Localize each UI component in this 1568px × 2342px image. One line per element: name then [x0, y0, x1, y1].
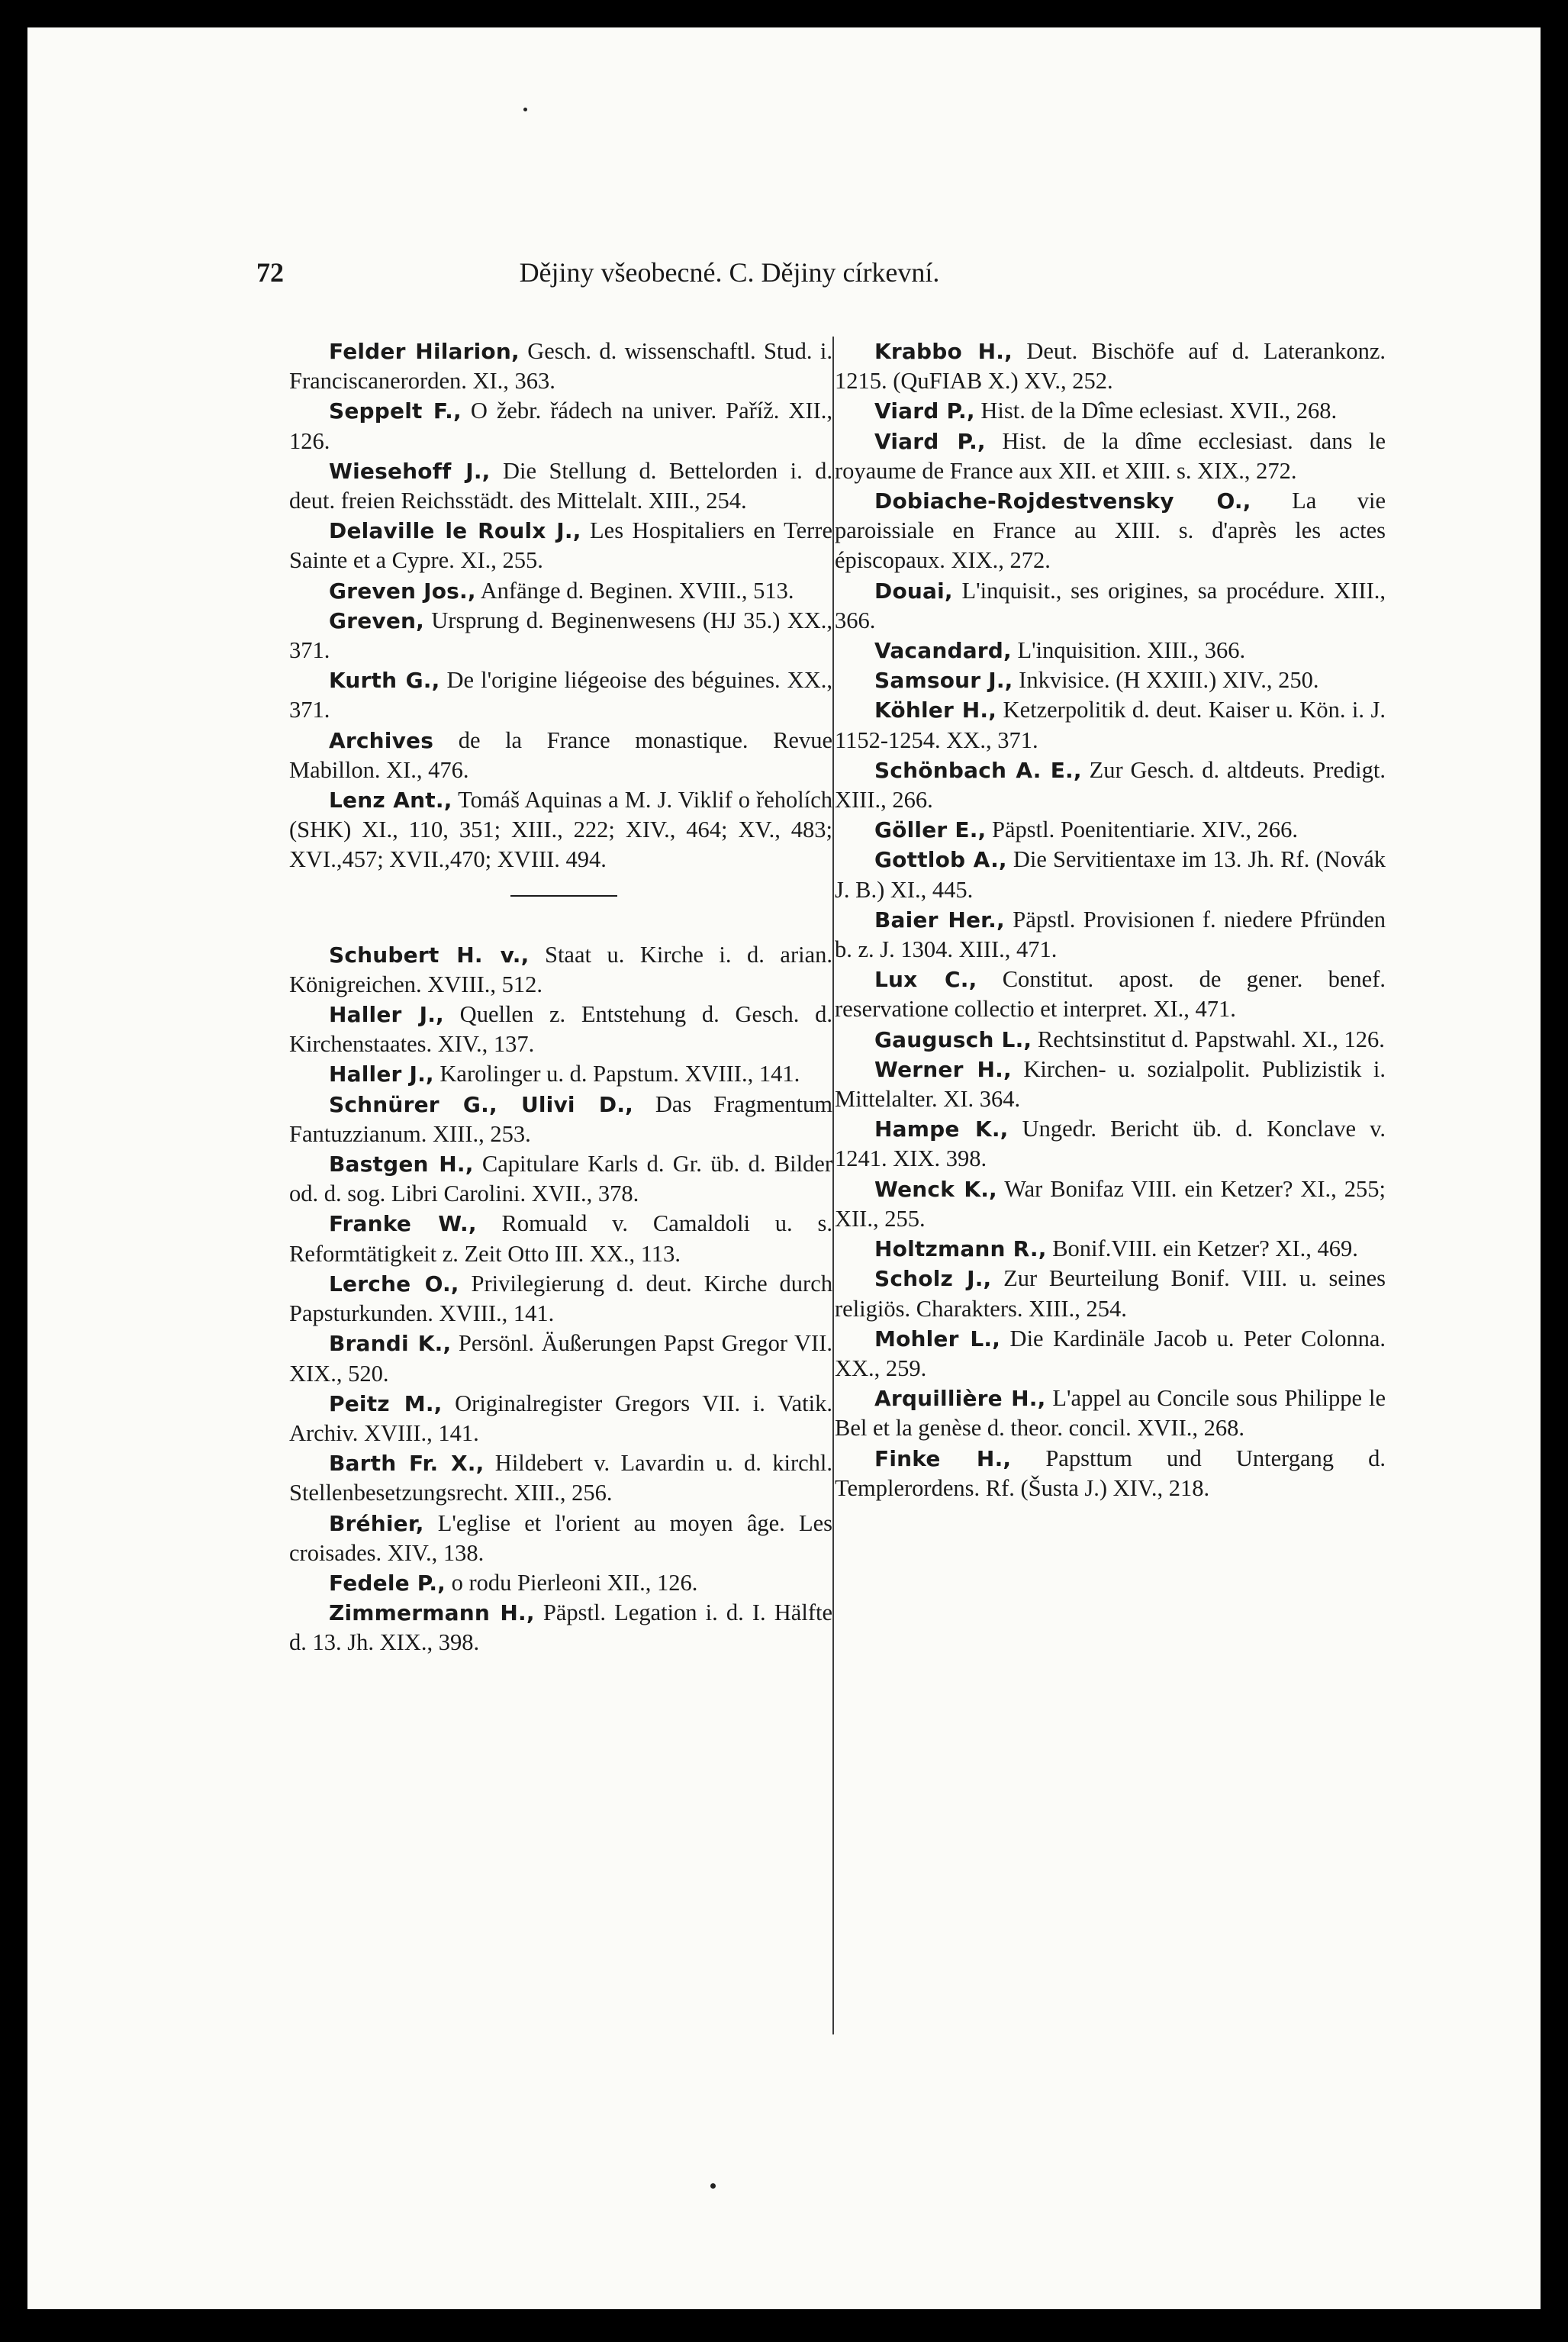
entry-text: L'inquisit., ses origines, sa procédure. XIII., 366. — [835, 577, 1386, 633]
entry-author: Haller J., — [329, 1061, 434, 1087]
entry-text: Quellen z. Entstehung d. Gesch. d. Kirchenstaates. XIV., 137. — [289, 1001, 833, 1058]
entry-author: Gottlob A., — [874, 847, 1007, 873]
bibliography-entry — [289, 1000, 832, 1059]
entry-text: Die Kardinäle Jacob u. Peter Colonna. XX., 259. — [835, 1325, 1386, 1381]
entry-text: Anfänge d. Beginen. XVIII., 513. — [475, 577, 794, 604]
entry-author: Mohler L., — [874, 1326, 1001, 1351]
bibliography-entry — [289, 785, 832, 875]
right-column — [835, 337, 1386, 1503]
entry-text: Die Stellung d. Bettelorden i. d. deut. freien Reichsstädt. des Mittelalt. XIII., 254. — [289, 457, 833, 514]
scan-speck — [523, 108, 527, 111]
bibliography-entry — [289, 516, 832, 575]
entry-author: Viard P., — [874, 398, 975, 424]
bibliography-entry — [835, 486, 1386, 576]
scanned-page — [27, 27, 1541, 2309]
bibliography-entry — [835, 1384, 1386, 1443]
entry-author: Wiesehoff J., — [329, 458, 491, 484]
entry-text: Capitulare Karls d. Gr. üb. d. Bilder od. d. sog. Libri Carolini. XVII., 378. — [289, 1151, 832, 1207]
entry-text: o rodu Pierleoni XII., 126. — [446, 1569, 698, 1596]
entry-author: Werner H., — [874, 1056, 1012, 1082]
entry-text: Ungedr. Bericht üb. d. Konclave v. 1241. XIX. 398. — [835, 1116, 1386, 1172]
entry-text: Zur Beurteilung Bonif. VIII. u. seines religiös. Charakters. XIII., 254. — [835, 1265, 1386, 1322]
bibliography-entry — [289, 1149, 832, 1209]
entry-text: Persönl. Äußerungen Papst Gregor VII. XIX., 520. — [289, 1330, 832, 1387]
bibliography-entry — [835, 636, 1386, 665]
entry-author: Peitz M., — [329, 1390, 443, 1416]
bibliography-entry — [835, 665, 1386, 695]
bibliography-entry — [835, 1324, 1386, 1384]
entry-text: Das Fragmentum Fantuzzianum. XIII., 253. — [289, 1090, 832, 1147]
right-entries — [835, 337, 1386, 1503]
bibliography-entry — [835, 845, 1386, 904]
bibliography-entry — [289, 1090, 832, 1149]
entry-text: L'inquisition. XIII., 366. — [1011, 637, 1246, 664]
bibliography-entry — [835, 427, 1386, 486]
entry-author: Douai, — [874, 578, 953, 604]
entry-author: Hampe K., — [874, 1116, 1009, 1142]
bibliography-entry — [289, 1568, 832, 1598]
entry-text: Hist. de la dîme ecclesiast. dans le royaume de France aux XII. et XIII. s. XIX., 272. — [835, 427, 1386, 484]
entry-author: Gaugusch L., — [874, 1026, 1032, 1052]
entry-text: O žebr. řádech na univer. Paříž. XII., 126. — [289, 398, 833, 454]
entry-author: Holtzmann R., — [874, 1236, 1047, 1262]
column-divider — [832, 337, 834, 2034]
entry-text: Päpstl. Legation i. d. I. Hälfte d. 13. Jh. XIX., 398. — [289, 1599, 832, 1656]
entry-author: Lerche O., — [329, 1271, 459, 1297]
bibliography-entry — [835, 755, 1386, 815]
entry-author: Seppelt F., — [329, 398, 462, 424]
entry-author: Brandi K., — [329, 1331, 452, 1357]
entry-author: Barth Fr. X., — [329, 1451, 485, 1477]
entry-text: Tomáš Aquinas a M. J. Viklif o řeholích (SHK) XI., 110, 351; XIII., 222; XIV., 464; XV., 483; XVI.,457; XVII.,470; XVIII. 494. — [289, 787, 833, 873]
entry-text: Kirchen- u. sozialpolit. Publizistik i. Mittelalter. XI. 364. — [835, 1055, 1386, 1113]
entry-text: L'appel au Concile sous Philippe le Bel et la genèse d. theor. concil. XVII., 268. — [835, 1385, 1386, 1442]
bibliography-entry — [835, 695, 1386, 755]
bibliography-entry — [289, 1448, 832, 1508]
bibliography-entry — [289, 456, 832, 516]
entry-text: Päpstl. Provisionen f. niedere Pfründen b. z. J. 1304. XIII., 471. — [835, 906, 1386, 963]
entry-author: Samsour J., — [874, 668, 1013, 694]
entry-author: Bréhier, — [329, 1510, 424, 1536]
entry-author: Delaville le Roulx J., — [329, 518, 581, 544]
entry-text: Romuald v. Camaldoli u. s. Reformtätigkeit z. Zeit Otto III. XX., 113. — [289, 1210, 832, 1267]
entry-author: Scholz J., — [874, 1266, 992, 1292]
entry-author: Fedele P., — [329, 1570, 446, 1596]
entry-text: Ursprung d. Beginenwesens (HJ 35.) XX., 371. — [289, 607, 832, 664]
entry-text: Die Servitientaxe im 13. Jh. Rf. (Novák J. B.) XI., 445. — [835, 846, 1386, 903]
bibliography-entry — [835, 1264, 1386, 1323]
bibliography-entry — [289, 940, 832, 1000]
entry-author: Archives — [329, 727, 434, 753]
entry-author: Krabbo H., — [874, 339, 1013, 364]
entry-text: Ketzerpolitik d. deut. Kaiser u. Kön. i. J. 1152-1254. XX., 371. — [835, 697, 1386, 753]
scan-speck — [710, 2183, 716, 2189]
left-bottom-entries — [289, 940, 832, 1658]
bibliography-entry — [835, 576, 1386, 636]
entry-text: Deut. Bischöfe auf d. Laterankonz. 1215. (QuFIAB X.) XV., 252. — [835, 338, 1386, 395]
running-title: Dějiny všeobecné. C. Dějiny církevní. — [519, 257, 940, 288]
bibliography-entry — [835, 396, 1386, 426]
bibliography-entry — [835, 905, 1386, 965]
bibliography-entry — [835, 1444, 1386, 1503]
entry-text: Gesch. d. wissenschaftl. Stud. i. Franciscanerorden. XI., 363. — [289, 338, 832, 395]
page-number: 72 — [256, 257, 284, 288]
bibliography-entry — [289, 1389, 832, 1448]
entry-text: Staat u. Kirche i. d. arian. Königreichen. XVIII., 512. — [289, 941, 832, 997]
bibliography-entry — [289, 726, 832, 785]
bibliography-entry — [835, 1234, 1386, 1264]
bibliography-entry — [289, 1598, 832, 1657]
entry-author: Zimmermann H., — [329, 1600, 535, 1626]
entry-author: Wenck K., — [874, 1176, 997, 1202]
entry-text: Hildebert v. Lavardin u. d. kirchl. Stellenbesetzungsrecht. XIII., 256. — [289, 1450, 832, 1506]
entry-author: Lux C., — [874, 967, 977, 993]
entry-author: Franke W., — [329, 1211, 477, 1237]
bibliography-entry — [835, 965, 1386, 1024]
entry-author: Felder Hilarion, — [329, 339, 520, 364]
entry-author: Haller J., — [329, 1002, 444, 1028]
bibliography-entry — [835, 1025, 1386, 1055]
bibliography-entry — [835, 1055, 1386, 1114]
entry-text: Originalregister Gregors VII. i. Vatik. Archiv. XVIII., 141. — [289, 1390, 833, 1446]
left-top-entries — [289, 337, 832, 875]
entry-author: Viard P., — [874, 428, 986, 454]
bibliography-entry — [289, 1209, 832, 1268]
entry-author: Bastgen H., — [329, 1152, 474, 1177]
bibliography-entry — [835, 1114, 1386, 1174]
entry-author: Greven, — [329, 607, 424, 633]
bibliography-entry — [835, 1174, 1386, 1234]
entry-text: Rechtsinstitut d. Papstwahl. XI., 126. — [1032, 1026, 1385, 1052]
entry-text: Hist. de la Dîme eclesiast. XVII., 268. — [974, 398, 1338, 424]
entry-author: Finke H., — [874, 1445, 1012, 1471]
entry-author: Lenz Ant., — [329, 788, 452, 813]
bibliography-entry — [289, 1509, 832, 1568]
entry-text: De l'origine liégeoise des béguines. XX., 371. — [289, 667, 832, 723]
entry-author: Kurth G., — [329, 668, 440, 694]
entry-author: Greven Jos., — [329, 578, 476, 604]
entry-text: de la France monastique. Revue Mabillon. XI., 476. — [289, 726, 832, 783]
entry-author: Schönbach A. E., — [874, 757, 1082, 783]
page-header — [256, 256, 1203, 295]
bibliography-entry — [289, 665, 832, 725]
entry-text: Bonif.VIII. ein Ketzer? XI., 469. — [1046, 1235, 1358, 1262]
entry-text: Zur Gesch. d. altdeuts. Predigt. XIII., 266. — [835, 756, 1386, 813]
bibliography-entry — [289, 1269, 832, 1329]
entry-author: Arquillière H., — [874, 1386, 1046, 1412]
bibliography-entry — [289, 1059, 832, 1089]
entry-text: Privilegierung d. deut. Kirche durch Papsturkunden. XVIII., 141. — [289, 1270, 833, 1327]
bibliography-entry — [289, 1329, 832, 1388]
entry-text: L'eglise et l'orient au moyen âge. Les croisades. XIV., 138. — [289, 1509, 832, 1566]
entry-author: Vacandard, — [874, 638, 1012, 664]
entry-author: Baier Her., — [874, 907, 1005, 933]
entry-author: Schubert H. v., — [329, 942, 530, 968]
entry-text: Karolinger u. d. Papstum. XVIII., 141. — [433, 1061, 800, 1087]
bibliography-entry — [289, 396, 832, 456]
entry-author: Köhler H., — [874, 697, 997, 723]
bibliography-entry — [835, 337, 1386, 396]
entry-text: War Bonifaz VIII. ein Ketzer? XI., 255; XII., 255. — [835, 1175, 1386, 1232]
entry-text: Papsttum und Untergang d. Templerordens. Rf. (Šusta J.) XIV., 218. — [835, 1445, 1386, 1501]
entry-author: Dobiache-Rojdestvensky O., — [874, 488, 1251, 514]
bibliography-entry — [835, 815, 1386, 845]
entry-text: La vie paroissiale en France au XIII. s. d'après les actes épiscopaux. XIX., 272. — [835, 488, 1386, 574]
entry-text: Inkvisice. (H XXIII.) XIV., 250. — [1013, 667, 1319, 694]
bibliography-entry — [289, 576, 832, 606]
entry-author: Göller E., — [874, 817, 987, 843]
left-column — [289, 337, 832, 1658]
entry-author: Schnürer G., Ulivi D., — [329, 1091, 634, 1117]
bibliography-entry — [289, 606, 832, 665]
entry-text: Les Hospitaliers en Terre Sainte et a Cypre. XI., 255. — [289, 517, 832, 574]
bibliography-entry — [289, 337, 832, 396]
entry-text: Päpstl. Poenitentiarie. XIV., 266. — [986, 817, 1298, 843]
entry-text: Constitut. apost. de gener. benef. reservatione collectio et interpret. XI., 471. — [835, 966, 1386, 1023]
